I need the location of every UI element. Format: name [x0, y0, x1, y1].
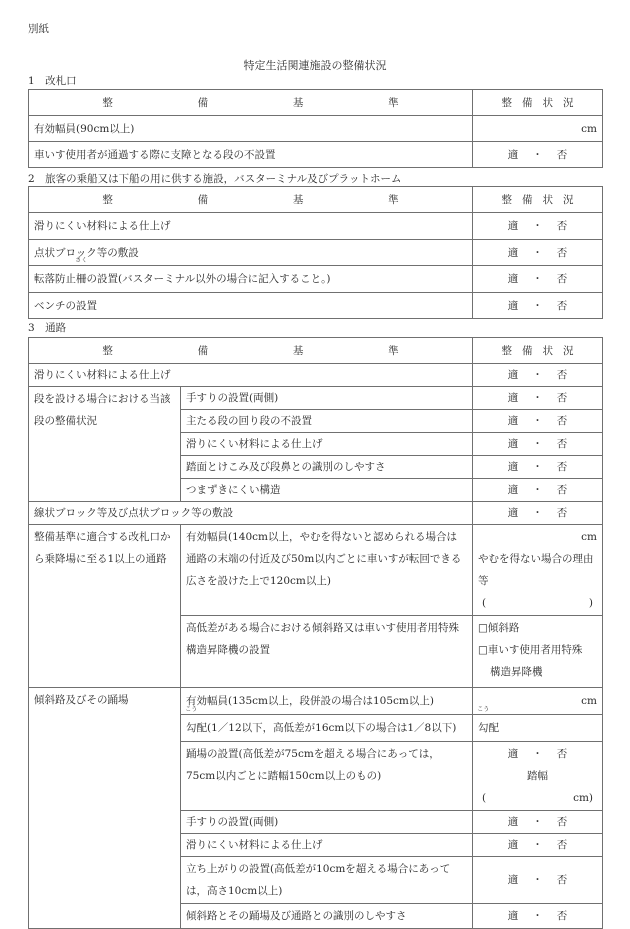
table-row	[29, 387, 603, 410]
criterion-text: 手すりの設置(両側)	[181, 387, 473, 410]
header-char: 状	[542, 96, 553, 109]
criteria-header	[29, 338, 473, 364]
section-1-heading: 1 改札口	[28, 75, 77, 87]
criterion-text: 高低差がある場合における傾斜路又は車いす使用者用特殊構造昇降機の設置	[181, 616, 473, 688]
separator: ・	[532, 461, 543, 473]
landing-status	[473, 742, 603, 811]
status-header	[473, 187, 603, 213]
criterion-text: 立ち上がりの設置(高低差が10cmを超える場合にあっては，高さ10cm以上)	[181, 857, 473, 904]
checkbox-ramp[interactable]: □傾斜路	[478, 622, 520, 634]
ok-option[interactable]: 適	[507, 507, 519, 519]
unit-label: cm	[581, 531, 597, 543]
ng-option[interactable]: 否	[556, 246, 568, 259]
criterion-text	[29, 257, 473, 293]
section-2-heading: 2 旅客の乗船又は下船の用に供する施設，バスターミナル及びプラットホーム	[28, 173, 402, 185]
ruby-word	[477, 706, 490, 741]
ruby-word	[185, 706, 198, 741]
header-char: 況	[563, 344, 574, 357]
ruby-base: 勾	[186, 722, 197, 734]
paren-close: )	[588, 597, 593, 609]
width-input-cell[interactable]	[473, 116, 603, 142]
header-char: 準	[388, 96, 399, 109]
section-3-heading: 3 通路	[28, 322, 67, 334]
ok-ng-selector[interactable]	[473, 240, 603, 266]
header-char: 整	[102, 96, 113, 109]
slope-label: 配	[488, 722, 499, 734]
criterion-text: 傾斜路とその踊場及び通路との識別のしやすさ	[181, 904, 473, 929]
criteria-header	[29, 187, 473, 213]
ok-option[interactable]: 適	[507, 461, 519, 473]
reason-input[interactable]	[478, 592, 597, 614]
separator: ・	[532, 369, 543, 381]
paren-close: cm)	[573, 792, 593, 804]
slope-input-cell[interactable]	[473, 706, 603, 742]
ruby-base: 柵	[76, 273, 87, 285]
paren-open: (	[482, 597, 487, 609]
tread-label: 踏幅	[527, 770, 548, 782]
criterion-text: 線状ブロック等及び点状ブロック等の敷設	[29, 502, 473, 525]
header-char: 整	[501, 344, 512, 357]
group-label-steps: 段を設ける場合における当該段の整備状況	[29, 387, 181, 502]
separator: ・	[532, 748, 543, 760]
ruby-text: こう	[477, 706, 490, 713]
ng-option[interactable]: 否	[556, 273, 568, 285]
criterion-part: 転落防止	[34, 273, 76, 285]
header-char: 備	[522, 96, 533, 109]
table-row	[29, 502, 603, 525]
table-header	[29, 338, 603, 364]
ng-option[interactable]: 否	[556, 438, 568, 450]
ok-ng-selector[interactable]	[478, 743, 597, 765]
criterion-text: 点状ブロック等の敷設	[29, 240, 473, 266]
ruby-word	[75, 257, 88, 292]
ruby-base: 勾	[478, 722, 489, 734]
table-row	[29, 525, 603, 616]
separator: ・	[532, 874, 543, 886]
ok-ng-selector[interactable]	[473, 502, 603, 525]
ng-option[interactable]: 否	[556, 299, 568, 312]
header-char: 況	[563, 193, 574, 206]
ok-ng-selector[interactable]	[473, 834, 603, 857]
header-char: 状	[542, 193, 553, 206]
header-char: 準	[388, 193, 399, 206]
header-char: 備	[197, 96, 209, 109]
ok-ng-selector[interactable]	[473, 266, 603, 293]
table-row	[29, 213, 603, 240]
separator: ・	[532, 438, 543, 450]
criterion-text: ベンチの設置	[29, 293, 473, 319]
separator: ・	[532, 484, 543, 496]
ok-option[interactable]: 適	[507, 748, 519, 760]
ok-ng-selector[interactable]	[473, 456, 603, 479]
ok-option[interactable]: 適	[507, 392, 519, 404]
ng-option[interactable]: 否	[556, 816, 568, 828]
header-char: 備	[522, 344, 533, 357]
separator: ・	[532, 415, 543, 427]
table-row	[29, 293, 603, 319]
route-width-status[interactable]	[473, 525, 603, 616]
section-1-table	[28, 89, 603, 168]
separator: ・	[532, 816, 543, 828]
header-char: 整	[501, 193, 512, 206]
separator: ・	[532, 839, 543, 851]
separator: ・	[532, 507, 543, 519]
criteria-header	[29, 90, 473, 116]
ok-option[interactable]: 適	[507, 874, 519, 886]
header-char: 状	[542, 344, 553, 357]
ng-option[interactable]: 否	[556, 461, 568, 473]
criterion-text: 踏面とけこみ及び段鼻との識別のしやすさ	[181, 456, 473, 479]
width-input-cell[interactable]	[473, 688, 603, 715]
header-char: 備	[197, 193, 209, 206]
paren-open: (	[482, 792, 487, 804]
criterion-part: 配(1／12以下，高低差が16cm以下の場合は1／8以下)	[196, 722, 457, 734]
ng-option[interactable]: 否	[556, 148, 568, 161]
criterion-part: の設置(バスターミナル以外の場合に記入すること。)	[86, 273, 331, 285]
table-row	[29, 266, 603, 293]
separator: ・	[532, 392, 543, 404]
ok-option[interactable]: 適	[507, 484, 519, 496]
group-label-ramp: 傾斜路及びその踊場	[29, 688, 181, 929]
separator: ・	[532, 273, 543, 285]
ng-option[interactable]: 否	[556, 220, 568, 232]
table-row	[29, 364, 603, 387]
ng-option[interactable]: 否	[556, 748, 568, 760]
separator: ・	[532, 910, 543, 922]
separator: ・	[532, 299, 543, 312]
reason-label: やむを得ない場合の理由等	[478, 553, 594, 587]
ng-option[interactable]: 否	[556, 507, 568, 519]
criterion-text: つまずきにくい構造	[181, 479, 473, 502]
checkbox-lift[interactable]: □車いす使用者用特殊	[478, 644, 583, 656]
header-char: 整	[102, 344, 113, 357]
separator: ・	[532, 148, 543, 161]
ng-option[interactable]: 否	[556, 874, 568, 886]
criterion-text: 主たる段の回り段の不設置	[181, 410, 473, 433]
ok-option[interactable]: 適	[507, 438, 519, 450]
header-char: 備	[522, 193, 533, 206]
ng-option[interactable]: 否	[556, 415, 568, 427]
ok-option[interactable]: 適	[507, 816, 519, 828]
criterion-text: 滑りにくい材料による仕上げ	[29, 364, 473, 387]
ng-option[interactable]: 否	[556, 910, 568, 922]
table-row	[29, 240, 603, 266]
ok-option[interactable]: 適	[507, 369, 519, 381]
ok-ng-selector[interactable]	[473, 293, 603, 319]
ok-option[interactable]: 適	[507, 220, 519, 232]
header-char: 整	[102, 193, 113, 206]
header-char: 準	[388, 344, 399, 357]
ng-option[interactable]: 否	[556, 484, 568, 496]
ok-ng-selector[interactable]	[473, 433, 603, 456]
ok-ng-selector[interactable]	[473, 387, 603, 410]
ng-option[interactable]: 否	[556, 392, 568, 404]
ruby-text: こう	[185, 706, 198, 713]
criterion-text: 踊場の設置(高低差が75cmを超える場合にあっては，75cm以内ごとに踏幅150cm以上のもの)	[181, 742, 473, 811]
header-char: 整	[501, 96, 512, 109]
table-row	[29, 142, 603, 168]
ruby-text: さく	[75, 257, 88, 264]
criterion-text: 有効幅員(90cm以上)	[29, 116, 473, 142]
header-char: 基	[292, 96, 304, 109]
separator: ・	[532, 220, 543, 232]
attachment-label: 別紙	[28, 23, 49, 35]
level-options	[473, 616, 603, 688]
checkbox-lift-cont: 構造昇降機	[490, 666, 543, 678]
ok-option[interactable]: 適	[507, 246, 519, 259]
page-title: 特定生活関連施設の整備状況	[243, 59, 387, 72]
ok-option[interactable]: 適	[507, 415, 519, 427]
criterion-text: 車いす使用者が通過する際に支障となる段の不設置	[29, 142, 473, 168]
ok-option[interactable]: 適	[507, 299, 519, 312]
table-header	[29, 90, 603, 116]
criterion-text	[181, 706, 473, 742]
separator: ・	[532, 246, 543, 259]
group-label-route: 整備基準に適合する改札口から乗降場に至る1以上の通路	[29, 525, 181, 688]
header-char: 基	[292, 344, 304, 357]
ok-ng-selector[interactable]	[473, 142, 603, 168]
unit-label: cm	[581, 122, 597, 135]
header-char: 備	[197, 344, 209, 357]
criterion-text: 滑りにくい材料による仕上げ	[181, 433, 473, 456]
unit-label: cm	[581, 695, 597, 707]
table-header	[29, 187, 603, 213]
section-2-table	[28, 186, 603, 319]
header-char: 況	[563, 96, 574, 109]
section-3-table	[28, 337, 603, 929]
ok-ng-selector[interactable]	[473, 410, 603, 433]
table-row	[29, 688, 603, 715]
ok-option[interactable]: 適	[507, 273, 519, 285]
criterion-text: 有効幅員(135cm以上，段併設の場合は105cm以上)	[181, 688, 473, 715]
ok-ng-selector[interactable]	[473, 213, 603, 240]
header-char: 基	[292, 193, 304, 206]
criterion-text: 滑りにくい材料による仕上げ	[29, 213, 473, 240]
table-row	[29, 116, 603, 142]
ok-ng-selector[interactable]	[473, 364, 603, 387]
tread-input[interactable]	[478, 787, 597, 809]
ok-option[interactable]: 適	[507, 839, 519, 851]
ok-ng-selector[interactable]	[473, 904, 603, 929]
ok-ng-selector[interactable]	[473, 479, 603, 502]
ng-option[interactable]: 否	[556, 369, 568, 381]
status-header	[473, 90, 603, 116]
ng-option[interactable]: 否	[556, 839, 568, 851]
criterion-text: 手すりの設置(両側)	[181, 811, 473, 834]
criterion-text: 滑りにくい材料による仕上げ	[181, 834, 473, 857]
criterion-text: 有効幅員(140cm以上，やむを得ないと認められる場合は通路の末端の付近及び50m以内ごとに車いすが転回できる広さを設けた上で120cm以上)	[181, 525, 473, 616]
ok-ng-selector[interactable]	[473, 811, 603, 834]
ok-option[interactable]: 適	[507, 910, 519, 922]
status-header	[473, 338, 603, 364]
ok-ng-selector[interactable]	[473, 857, 603, 904]
ok-option[interactable]: 適	[507, 148, 519, 161]
